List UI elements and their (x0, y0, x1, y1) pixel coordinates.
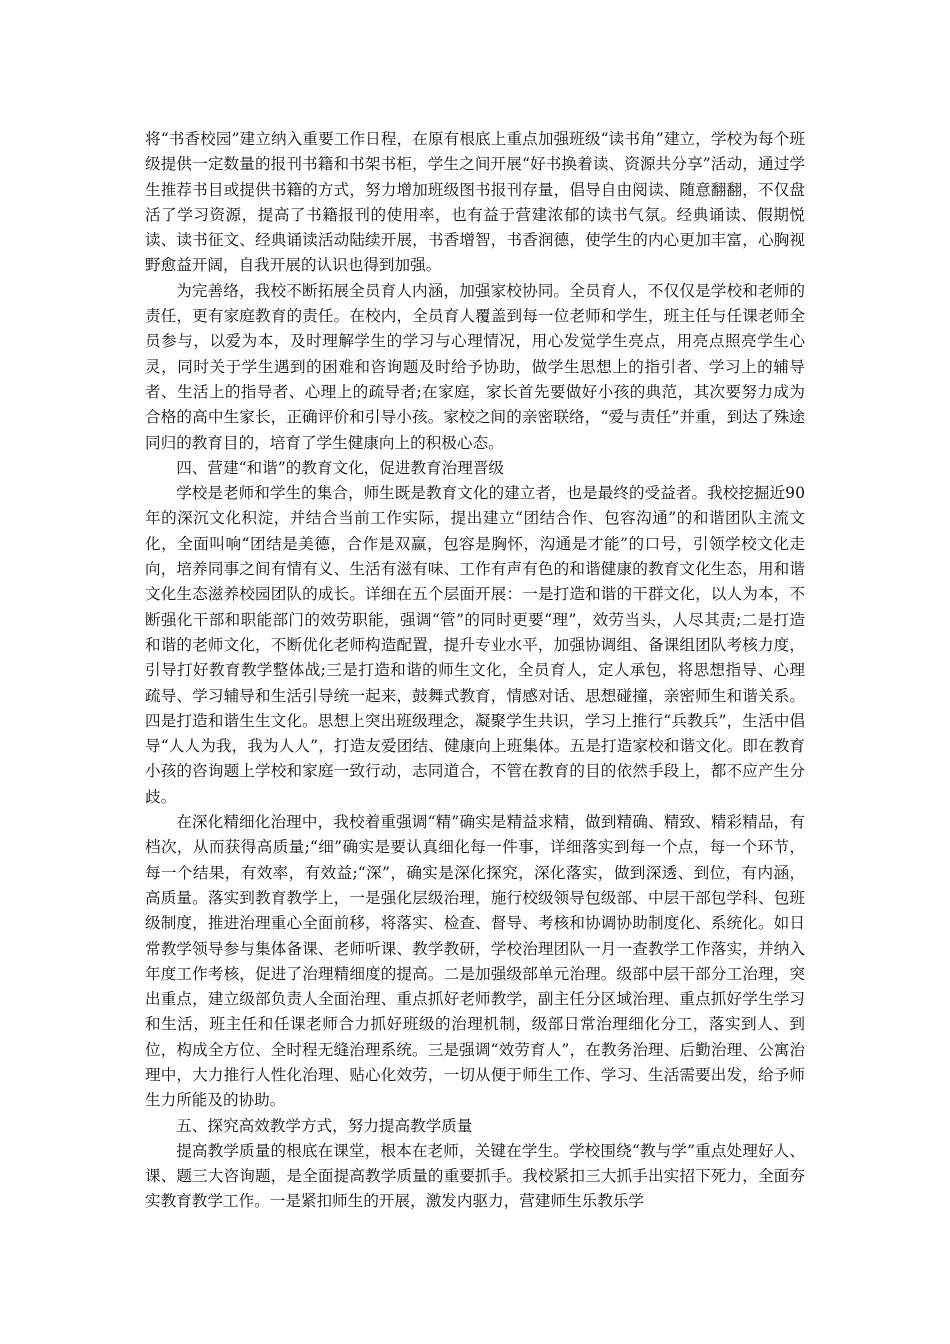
paragraph-harmony-culture: 学校是老师和学生的集合，师生既是教育文化的建立者，也是最终的受益者。我校挖掘近90年的深沉文化积淀，并结合当前工作实际，提出建立“团结合作、包容沟通”的和谐团队主流文化，全面叫响“团结是美德，合作是双赢，包容是胸怀，沟通是才能”的口号，引领学校文化走向，培养同事之间有情有义、生活有滋有味、工作有声有色的和谐健康的教育文化生态，用和谐文化生态滋养校园团队的成长。详细在五个层面开展：一是打造和谐的干群文化，以人为本，不断强化干部和职能部门的效劳职能，强调“管”的同时更要“理”，效劳当头，人尽其责;二是打造和谐的老师文化，不断优化老师构造配置，提升专业水平，加强协调组、备课组团队考核力度，引导打好教育教学整体战;三是打造和谐的师生文化，全员育人，定人承包，将思想指导、心理疏导、学习辅导和生活引导统一起来，鼓舞式教育，情感对话、思想碰撞，亲密师生和谐关系。四是打造和谐生生文化。思想上突出班级理念，凝聚学生共识，学习上推行“兵教兵”，生活中倡导“人人为我，我为人人”，打造友爱团结、健康向上班集体。五是打造家校和谐文化。即在教育小孩的咨询题上学校和家庭一致行动，志同道合，不管在教育的目的依然手段上，都不应产生分歧。 (145, 484, 805, 806)
paragraph-reading-campus: 将“书香校园”建立纳入重要工作日程，在原有根底上重点加强班级“读书角”建立，学校为每个班级提供一定数量的报刊书籍和书架书柜，学生之间开展“好书换着读、资源共分享”活动，通过学生推荐书目或提供书籍的方式，努力增加班级图书报刊存量，倡导自由阅读、随意翻翻，不仅盘活了学习资源，提高了书籍报刊的使用率，也有益于营建浓郁的读书气氛。经典诵读、假期悦读、读书征文、经典诵读活动陆续开展，书香增智，书香润德，使学生的内心更加丰富，心胸视野愈益开阔，自我开展的认识也得到加强。 (145, 130, 805, 275)
section-heading-five: 五、探究高效教学方式，努力提高教学质量 (176, 1116, 473, 1135)
document-body (145, 127, 805, 1215)
paragraph-all-staff-education: 为完善络，我校不断拓展全员育人内涵，加强家校协同。全员育人，不仅仅是学校和老师的责任，更有家庭教育的责任。在校内，全员育人覆盖到每一位老师和学生，班主任与任课老师全员参与，以爱为本，及时理解学生的学习与心理情况，用心发觉学生亮点，用亮点照亮学生心灵，同时关于学生遇到的困难和咨询题及时给予协助，做学生思想上的指引者、学习上的辅导者、生活上的指导者、心理上的疏导者;在家庭，家长首先要做好小孩的典范，其次要努力成为合格的高中生家长，正确评价和引导小孩。家校之间的亲密联络，“爱与责任”并重，到达了殊途同归的教育目的，培育了学生健康向上的积极心态。 (145, 281, 805, 452)
section-heading-four: 四、营建“和谐”的教育文化，促进教育治理晋级 (176, 458, 505, 477)
paragraph-refined-management: 在深化精细化治理中，我校着重强调“精”确实是精益求精，做到精确、精致、精彩精品，有档次，从而获得高质量;“细”确实是要认真细化每一件事，详细落实到每一个点，每一个环节，每一个结果，有效率，有效益;“深”，确实是深化探究，深化落实，做到深透、到位，有内涵，高质量。落实到教育教学上，一是强化层级治理，施行校级领导包级部、中层干部包学科、包班级制度，推进治理重心全面前移，将落实、检查、督导、考核和协调协助制度化、系统化。如日常教学领导参与集体备课、老师听课、教学教研，学校治理团队一月一查教学工作落实，并纳入年度工作考核，促进了治理精细度的提高。二是加强级部单元治理。级部中层干部分工治理，突出重点，建立级部负责人全面治理、重点抓好老师教学，副主任分区域治理、重点抓好学生学习和生活，班主任和任课老师合力抓好班级的治理机制，级部日常治理细化分工，落实到人、到位，构成全方位、全时程无缝治理系统。三是强调“效劳育人”，在教务治理、后勤治理、公寓治理中，大力推行人性化治理、贴心化效劳，一切从便于师生工作、学习、生活需要出发，给予师生力所能及的协助。 (145, 813, 805, 1110)
paragraph-teaching-quality: 提高教学质量的根底在课堂，根本在老师，关键在学生。学校围绕“教与学”重点处理好人、课、题三大咨询题，是全面提高教学质量的重要抓手。我校紧扣三大抓手出实招下死力，全面夯实教育教学工作。一是紧扣师生的开展，激发内驱力，营建师生乐教乐学 (145, 1141, 805, 1211)
